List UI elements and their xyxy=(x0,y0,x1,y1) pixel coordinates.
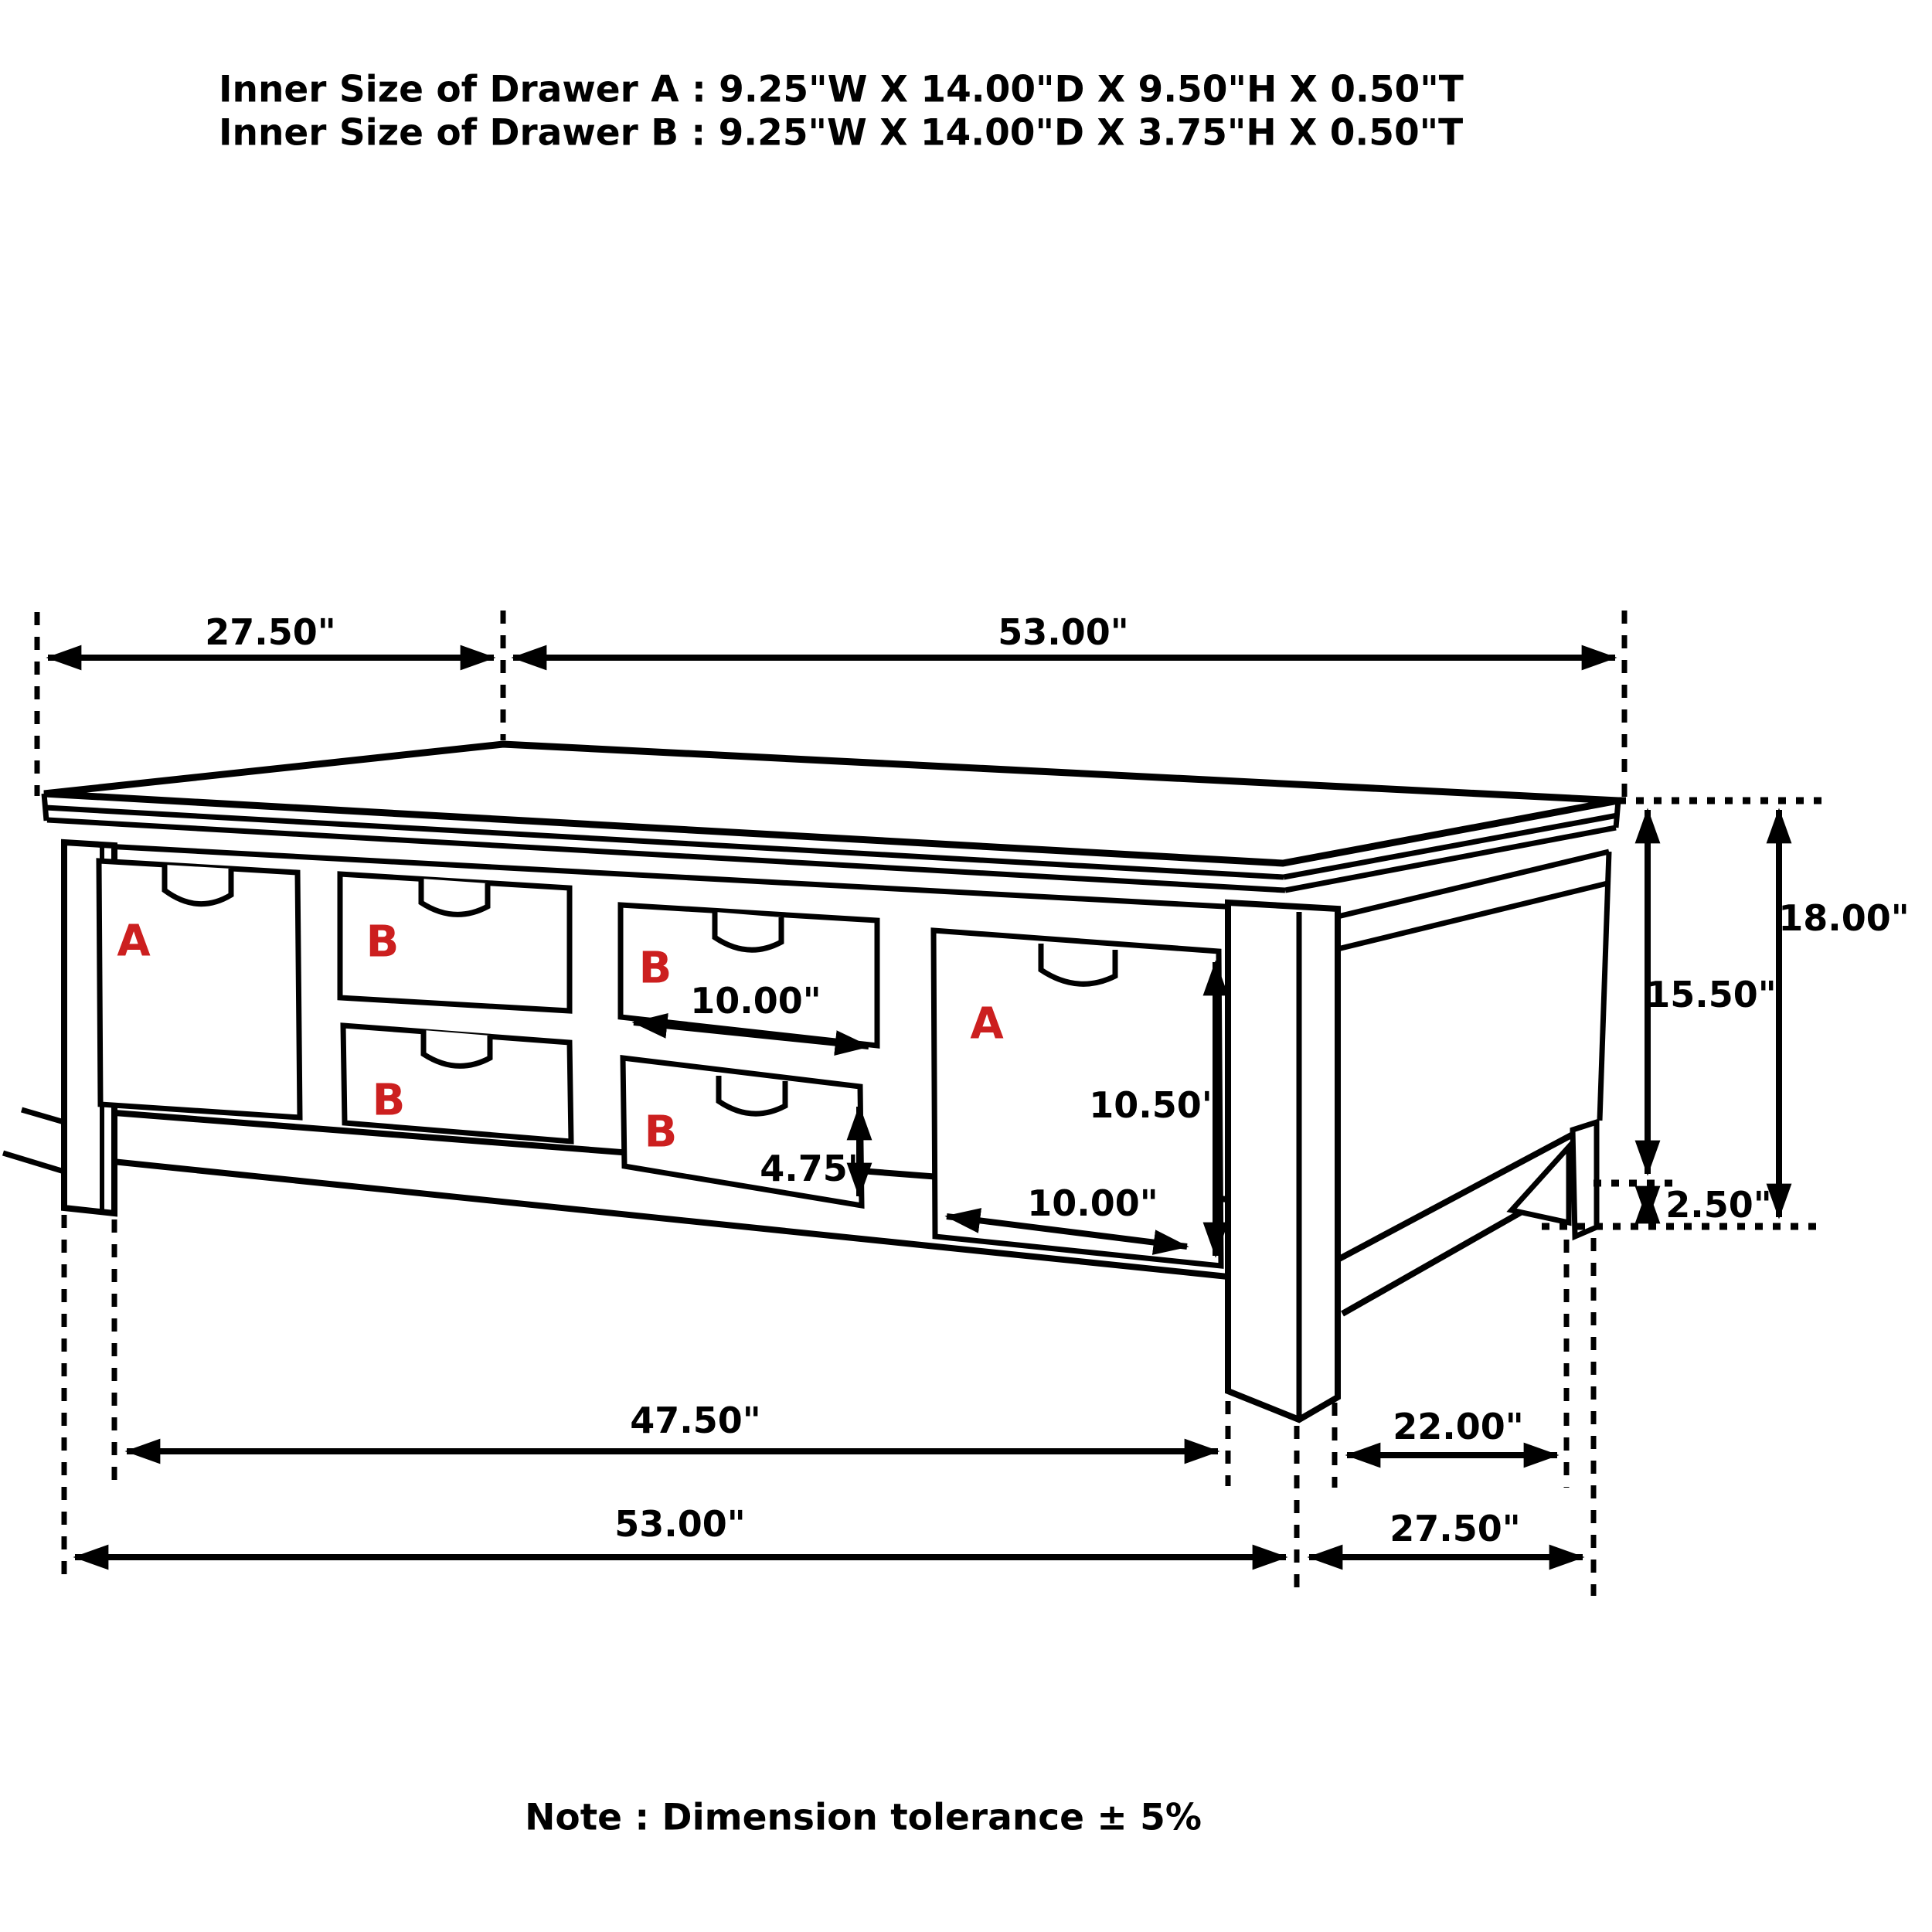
drawer-label-a-right: A xyxy=(970,998,1004,1049)
drawer-b-col2-bottom-handle-notch xyxy=(423,1030,490,1066)
drawer-b-col2-top-handle-notch xyxy=(421,879,488,914)
dim-drawer-a-height: 10.50" xyxy=(1089,1084,1220,1126)
dim-drawer-a-width: 10.00" xyxy=(1027,1182,1158,1224)
tabletop-left-end xyxy=(44,794,46,821)
header-line-1: Inner Size of Drawer A : 9.25"W X 14.00"D X 9.50"H X 0.50"T xyxy=(219,68,1464,111)
dim-side-inner-span: 22.00" xyxy=(1393,1406,1524,1447)
drawer-label-b-col3-bottom: B xyxy=(644,1107,678,1158)
table-drawing xyxy=(3,744,1618,1420)
side-top-rail-line xyxy=(1338,883,1607,949)
tabletop-surface xyxy=(44,744,1618,863)
dim-drawer-b-width: 10.00" xyxy=(690,980,821,1022)
drawer-b-col3-top-handle-notch xyxy=(715,912,781,950)
back-right-leg xyxy=(1573,1122,1597,1236)
left-side-rail-stub-bottom xyxy=(3,1153,64,1172)
dim-ground-clearance: 2.50" xyxy=(1665,1184,1772,1226)
left-side-rail-stub-top xyxy=(22,1110,64,1122)
dim-top-depth: 27.50" xyxy=(205,611,336,653)
drawer-a-right-handle-notch xyxy=(1041,944,1115,984)
drawer-label-a-left: A xyxy=(117,916,151,967)
front-right-leg xyxy=(1228,903,1338,1420)
drawer-label-b-col3-top: B xyxy=(638,943,672,994)
tabletop-right-end xyxy=(1616,801,1618,828)
side-corner-bracket xyxy=(1512,1147,1569,1223)
drawer-b-col3-bottom-handle-notch xyxy=(719,1076,785,1114)
dim-drawer-b-height: 4.75" xyxy=(760,1148,866,1189)
dim-side-depth: 27.50" xyxy=(1389,1508,1521,1549)
dim-height-apron: 15.50" xyxy=(1645,974,1777,1015)
dim-inner-leg-span: 47.50" xyxy=(630,1400,761,1441)
drawer-label-b-col2-bottom: B xyxy=(372,1075,406,1126)
dim-overall-width: 53.00" xyxy=(614,1503,746,1545)
header-line-2: Inner Size of Drawer B : 9.25"W X 14.00"D X 3.75"H X 0.50"T xyxy=(219,111,1464,155)
drawer-a-left-handle-notch xyxy=(165,865,231,904)
dim-height-overall: 18.00" xyxy=(1778,897,1910,939)
note-text: Note : Dimension tolerance ± 5% xyxy=(525,1796,1202,1839)
side-back-edge xyxy=(1600,852,1609,1121)
dim-top-width: 53.00" xyxy=(998,611,1129,653)
drawer-label-b-col2-top: B xyxy=(366,917,400,968)
